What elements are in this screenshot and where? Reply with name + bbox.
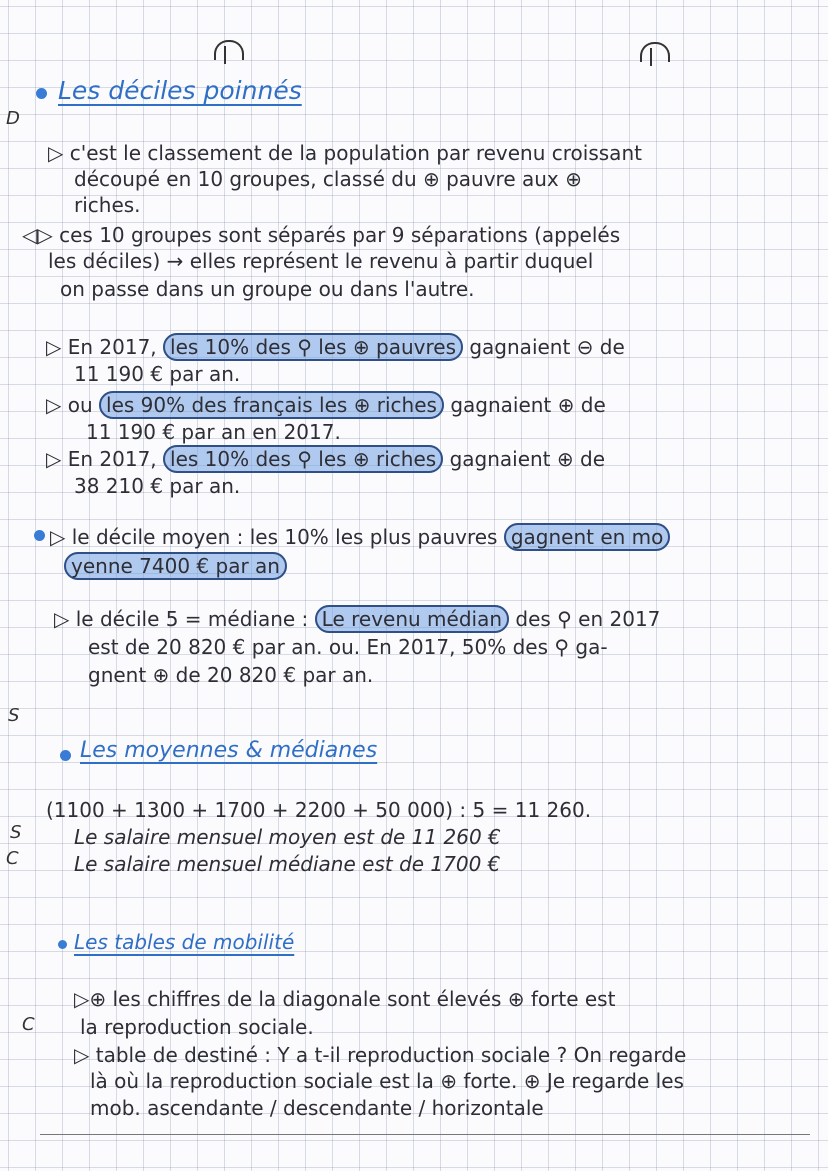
text-line: mob. ascendante / descendante / horizontale [90,1096,544,1120]
moyen-text: ▷ le décile moyen : les 10% les plus pauvres [50,525,498,549]
mediane-rest: des ⚲ en 2017 [515,607,661,631]
bullet-dot [58,940,67,949]
example-line [46,392,606,418]
text-line: on passe dans un groupe ou dans l'autre. [60,277,475,301]
section-title-moyennes: Les moyennes & médianes [80,738,378,763]
text-line: les déciles) → elles représent le revenu à partir duquel [48,249,594,273]
mediane-line [54,606,660,632]
text-line: là où la reproduction sociale est la ⊕ forte. ⊕ Je regarde les [90,1069,684,1093]
margin-mark-c2: C [22,1014,35,1035]
section-title-mobilite: Les tables de mobilité [74,930,295,954]
text-line: la reproduction sociale. [80,1015,314,1039]
calc-line: (1100 + 1300 + 1700 + 2200 + 50 000) : 5 = 11 260. [46,798,592,822]
text-line: Le salaire mensuel moyen est de 11 260 € [74,825,501,849]
pencil-arc-mark [640,42,670,62]
bullet-dot [34,530,45,541]
text-line: ◁▷ ces 10 groupes sont séparés par 9 séparations (appelés [22,223,621,247]
margin-mark-s1: S [8,705,20,726]
text-line: ▷ c'est le classement de la population par revenu croissant [48,141,642,165]
mediane-line: est de 20 820 € par an. ou. En 2017, 50% des ⚲ ga- [88,635,608,659]
example-rest: gagnaient ⊕ de [450,393,606,417]
example-rest: gagnaient ⊖ de [469,335,625,359]
example-line [46,446,605,472]
section-title-deciles: Les déciles poinnés [58,76,302,105]
pencil-arc-mark [214,40,244,60]
example-intro: ▷ En 2017, [46,335,157,359]
margin-mark-c1: C [6,848,19,869]
text-line: riches. [74,193,141,217]
highlight: gagnent en mo [504,523,671,551]
example-line [46,334,625,360]
highlight: les 10% des ⚲ les ⊕ pauvres [163,333,463,361]
highlight: Le revenu médian [315,605,509,633]
page-bottom-rule [40,1134,810,1135]
text-line: Le salaire mensuel médiane est de 1700 € [74,852,501,876]
example-intro: ▷ ou [46,393,93,417]
mediane-line: gnent ⊕ de 20 820 € par an. [88,663,374,687]
highlight: yenne 7400 € par an [64,552,287,580]
text-line: ▷ table de destiné : Y a t-il reproduction sociale ? On regarde [74,1043,687,1067]
moyen-line [64,553,287,579]
mediane-text: ▷ le décile 5 = médiane : [54,607,309,631]
example-rest: gagnaient ⊕ de [449,447,605,471]
text-line: ▷⊕ les chiffres de la diagonale sont élevés ⊕ forte est [74,987,616,1011]
margin-mark-s2: S [10,822,22,843]
example-line: 38 210 € par an. [74,474,241,498]
example-intro: ▷ En 2017, [46,447,157,471]
moyen-line [50,524,670,550]
example-line: 11 190 € par an. [74,362,241,386]
bullet-dot [36,88,47,99]
example-line: 11 190 € par an en 2017. [86,420,341,444]
highlight: les 90% des français les ⊕ riches [99,391,444,419]
highlight: les 10% des ⚲ les ⊕ riches [163,445,443,473]
text-line: découpé en 10 groupes, classé du ⊕ pauvre aux ⊕ [74,167,582,191]
bullet-dot [60,750,71,761]
margin-mark-d: D [6,108,20,129]
